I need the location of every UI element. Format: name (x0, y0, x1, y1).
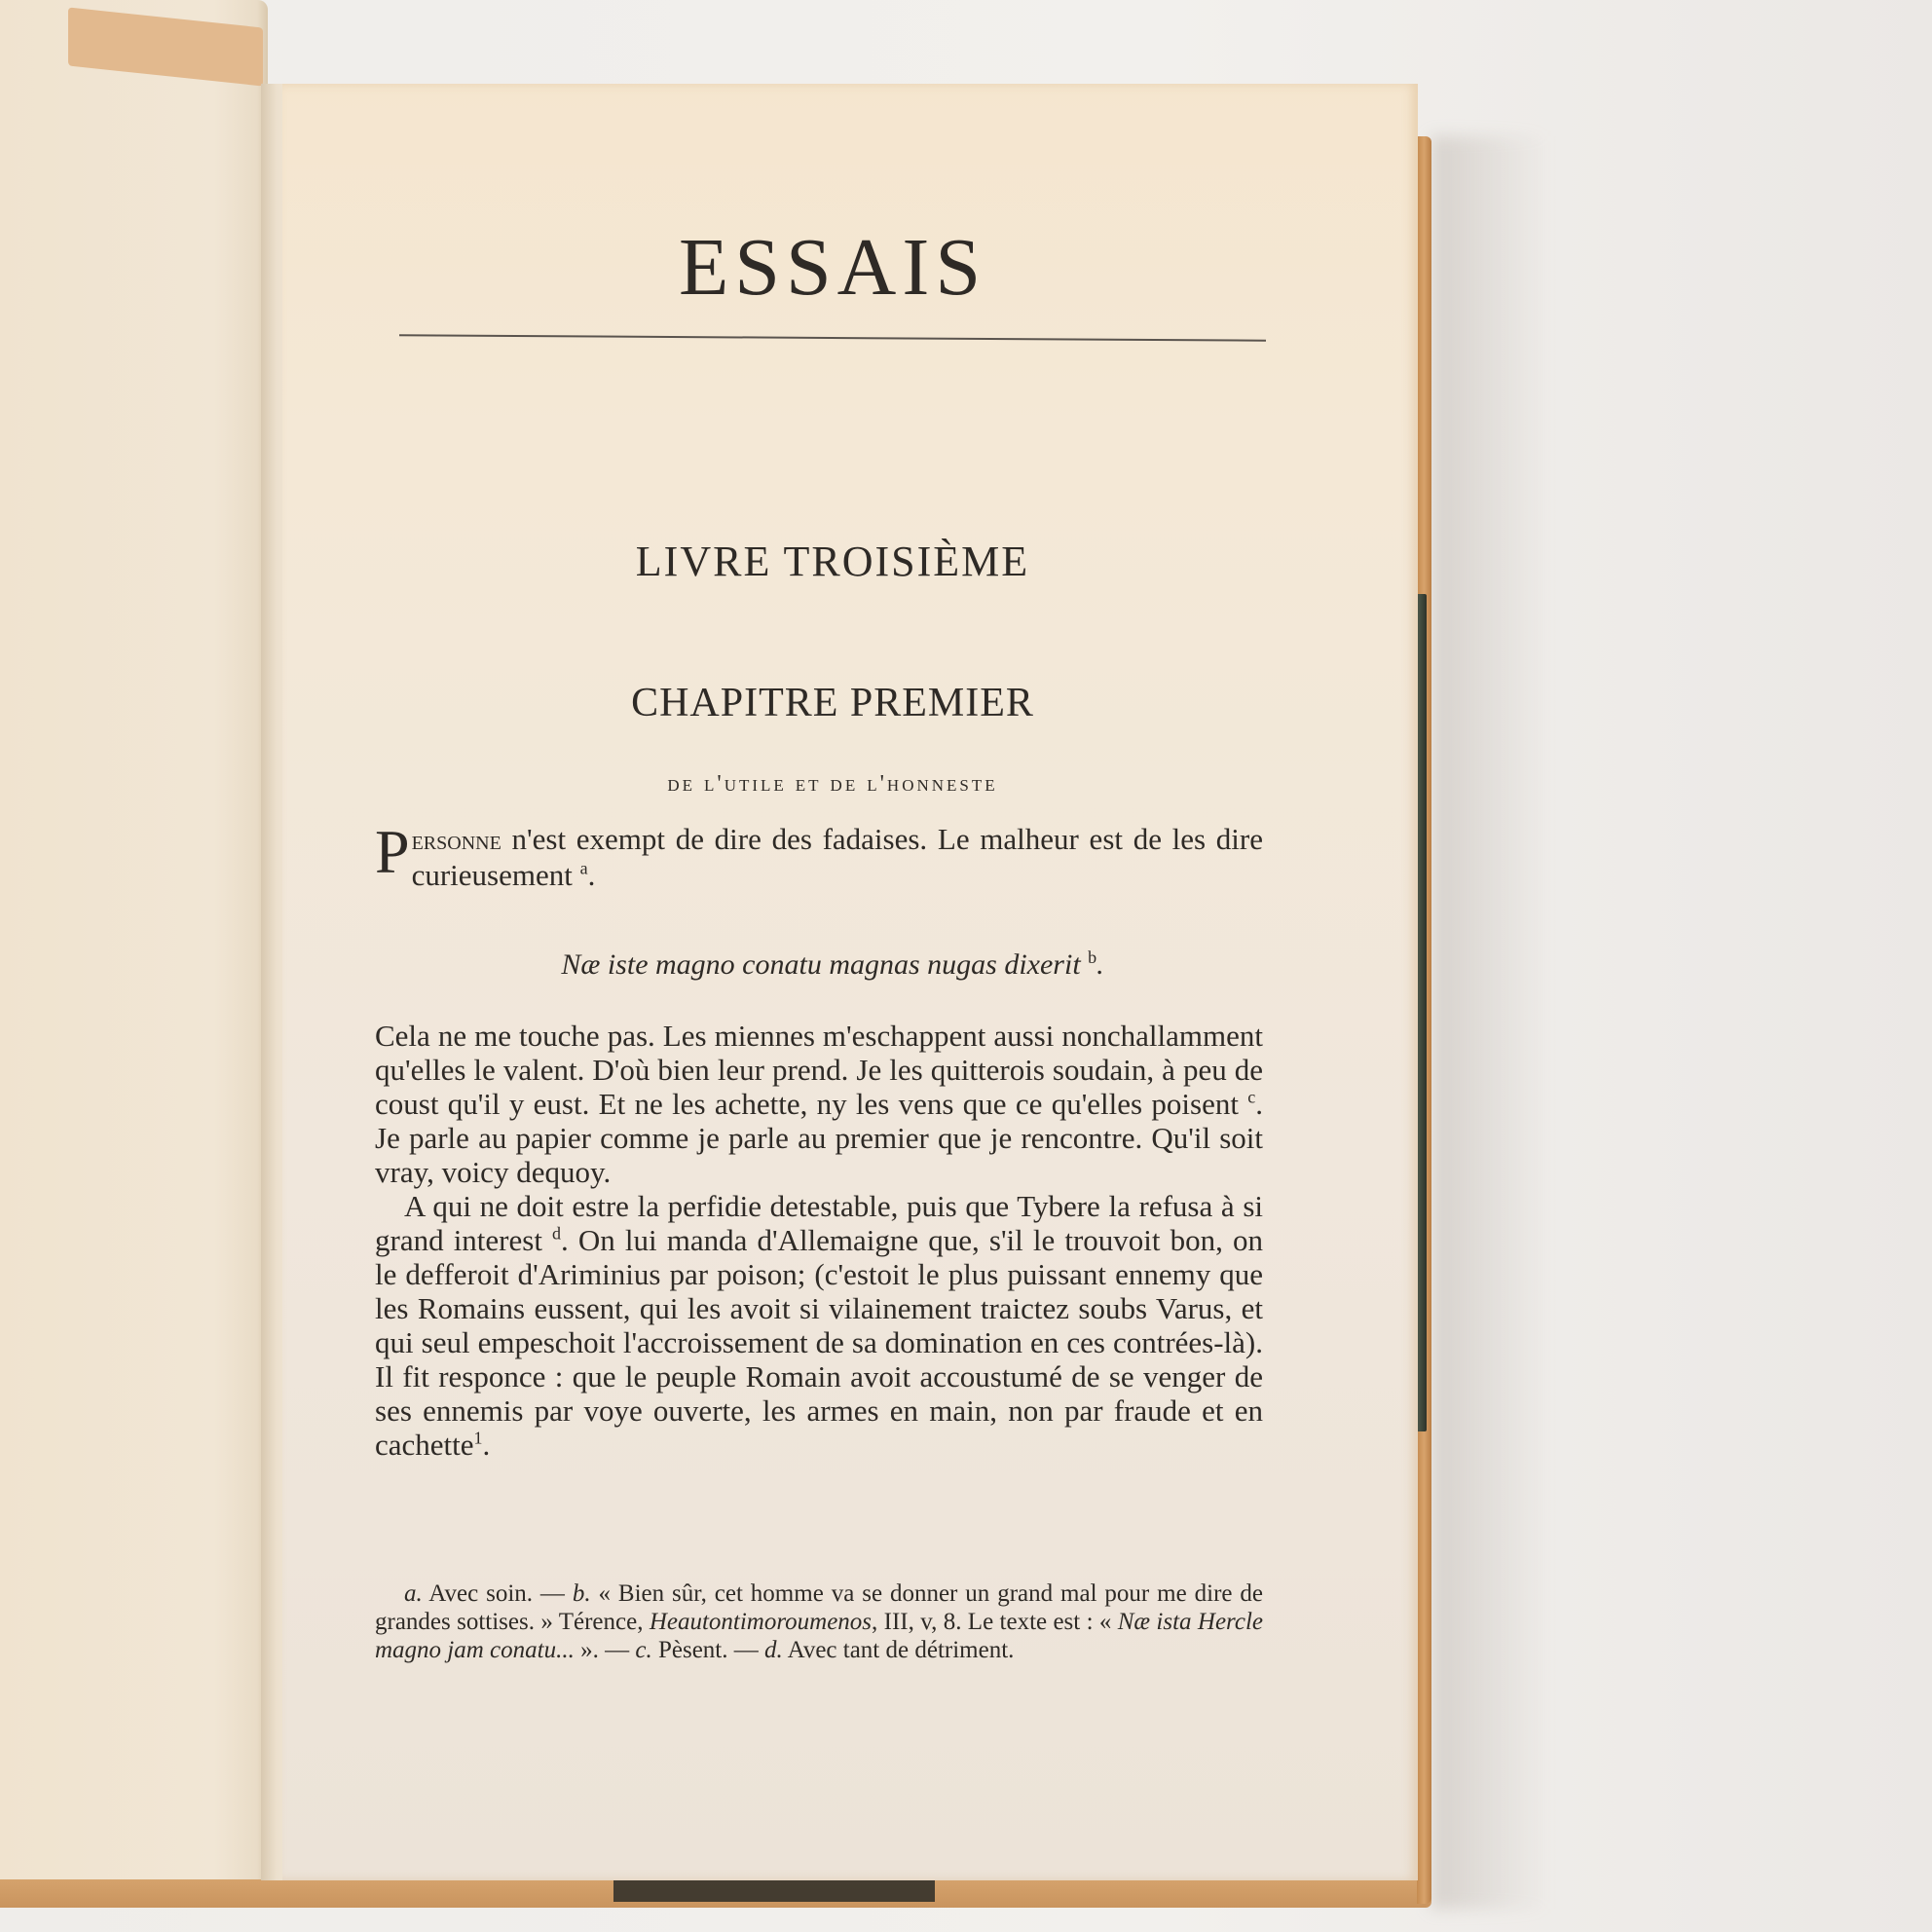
left-page-torn-corner (68, 7, 263, 86)
paragraph-1 (375, 817, 1263, 892)
footnote-c-label: c. (635, 1637, 652, 1663)
title-rule (399, 334, 1266, 341)
paragraph-1-end: . (587, 858, 596, 892)
chapter-subtitle: de l'utile et de l'honneste (667, 771, 998, 797)
note-ref-d[interactable]: d (552, 1223, 562, 1244)
small-caps-word: ersonne (411, 825, 502, 856)
note-ref-a[interactable]: a (579, 858, 588, 878)
left-page (0, 0, 268, 1879)
paragraph-3-part1: A qui ne doit estre la perfidie detestable, puis que Tybere la refusa à si grand interest (375, 1189, 1263, 1257)
note-ref-c[interactable]: c (1247, 1087, 1256, 1107)
footnote-b-close: ». — (574, 1637, 636, 1663)
footnote-b-work: Heautontimoroumenos (649, 1609, 873, 1635)
footnote-c-text: Pèsent. — (651, 1637, 764, 1663)
paragraph-2-part1: Cela ne me touche pas. Les miennes m'eschappent aussi nonchallamment qu'elles le valent. D'où bien leur prend. Je les quitterois soudain, à peu de coust qu'il y eust. Et ne les achette, ny les vens que ce qu'elles poisent (375, 1019, 1263, 1121)
footnotes (375, 1579, 1263, 1664)
paragraph-1-text: n'est exempt de dire des fadaises. Le malheur est de les dire curieusement (411, 822, 1263, 892)
footnote-b-latin: Næ ista Hercle magno jam conatu... (375, 1609, 1263, 1663)
drop-cap: P (375, 817, 410, 886)
footnote-b-text: « Bien sûr, cet homme va se donner un grand mal pour me dire de grandes sottises. » Térence, (375, 1580, 1264, 1635)
note-ref-1[interactable]: 1 (473, 1428, 483, 1448)
paragraph-2-part2: . Je parle au papier comme je parle au premier que je rencontre. Qu'il soit vray, voicy dequoy. (375, 1087, 1264, 1189)
footnote-d-label: d. (764, 1637, 783, 1663)
book-title: LIVRE TROISIÈME (635, 538, 1030, 585)
running-title: ESSAIS (678, 222, 987, 313)
latin-quote-end: . (1096, 948, 1104, 981)
latin-quote (282, 948, 1383, 982)
paragraph-3-end: . (482, 1428, 491, 1462)
paragraph-2 (375, 1019, 1263, 1189)
paragraph-3 (375, 1189, 1263, 1462)
background-shadow (1431, 136, 1548, 1909)
note-ref-b[interactable]: b (1088, 947, 1097, 967)
latin-quote-text: Næ iste magno conatu magnas nugas dixerit (561, 948, 1081, 981)
footnote-a-text: Avec soin. — (422, 1580, 573, 1607)
footnote-d-text: Avec tant de détriment. (782, 1637, 1015, 1663)
right-page (282, 84, 1418, 1880)
footnote-b-label: b. (572, 1580, 591, 1607)
paragraph-3-part2: . On lui manda d'Allemaigne que, s'il le trouvoit bon, on le defferoit d'Ariminius par poison; (c'estoit le plus puissant ennemy que les Romains eussent, qui les avoit si vilainement traictez soubs Varus, et qui seul empeschoit l'accroissement de sa domination en ces contrées-là). Il fit responce : que le peuple Romain avoit accoustumé de se venger de ses ennemis par voye ouverte, les armes en main, non par fraude et en cachette (375, 1223, 1263, 1462)
chapter-title: CHAPITRE PREMIER (631, 681, 1034, 725)
paragraph-2-3 (375, 1019, 1263, 1462)
footnote-b-ref: , III, v, 8. Le texte est : « (872, 1609, 1118, 1635)
footnote-a-label: a. (404, 1580, 423, 1607)
